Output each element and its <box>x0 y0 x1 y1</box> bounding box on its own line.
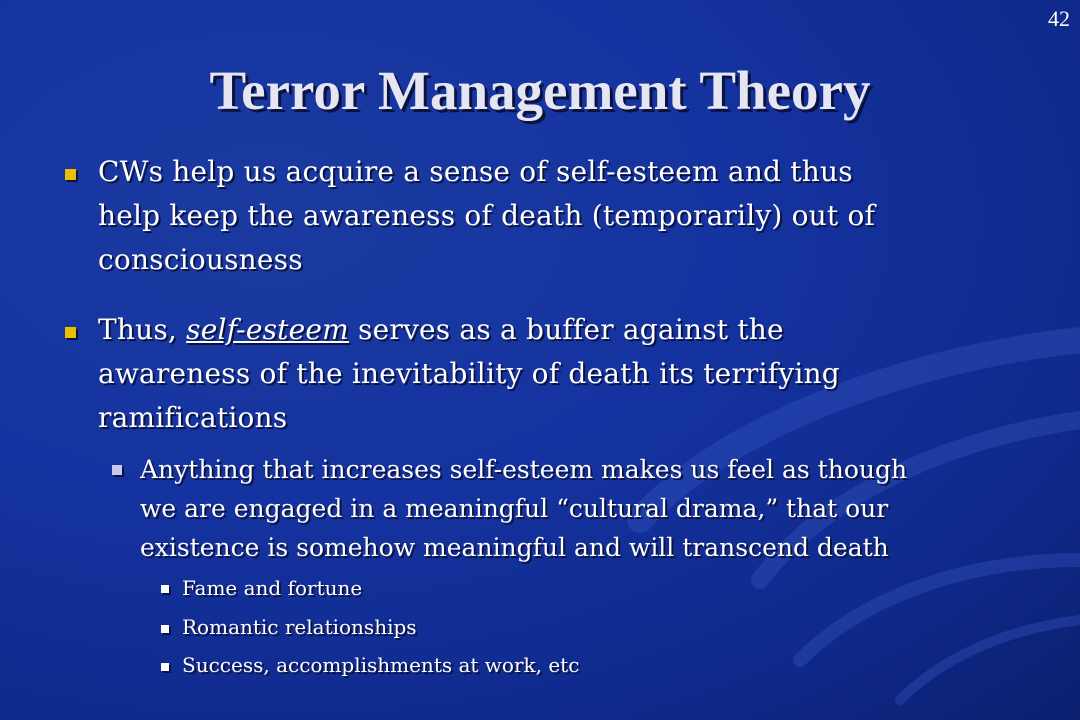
bullet-2-line-3: ramifications <box>98 401 288 434</box>
bullet-2-prefix: Thus, <box>98 313 187 346</box>
bullet-1-line-3: consciousness <box>98 243 303 276</box>
bullet-marker <box>65 169 76 180</box>
sub-bullet-line-1: Anything that increases self-esteem makes us feel as though <box>140 455 908 484</box>
bullet-marker <box>65 327 76 338</box>
sub-bullet-marker <box>112 465 122 475</box>
bullet-2-line-1 <box>98 308 840 352</box>
sub-sub-bullet-marker <box>161 625 169 633</box>
sub-bullet-text <box>140 450 907 567</box>
sub-sub-bullet-marker <box>161 663 169 671</box>
list-item-text: Fame and fortune <box>182 576 363 600</box>
list-item-text: Success, accomplishments at work, etc <box>182 653 580 677</box>
bullet-1-line-1: CWs help us acquire a sense of self-esteem and thus <box>98 155 853 188</box>
bullet-2-emphasis: self-esteem <box>186 313 349 346</box>
sub-bullet-line-2: we are engaged in a meaningful “cultural drama,” that our <box>140 494 889 523</box>
bullet-2-line-2: awareness of the inevitability of death its terrifying <box>98 357 840 390</box>
sub-sub-bullet-marker <box>161 585 169 593</box>
bullet-1-line-2: help keep the awareness of death (temporarily) out of <box>98 199 876 232</box>
slide-number: 42 <box>1048 6 1070 31</box>
slide-title: Terror Management Theory <box>209 60 871 121</box>
bullet-2-text <box>98 308 840 440</box>
bullet-1-text <box>98 150 875 282</box>
sub-bullet-line-3: existence is somehow meaningful and will transcend death <box>140 533 889 562</box>
bullet-2-suffix: serves as a buffer against the <box>348 313 784 346</box>
list-item-text: Romantic relationships <box>182 615 417 639</box>
